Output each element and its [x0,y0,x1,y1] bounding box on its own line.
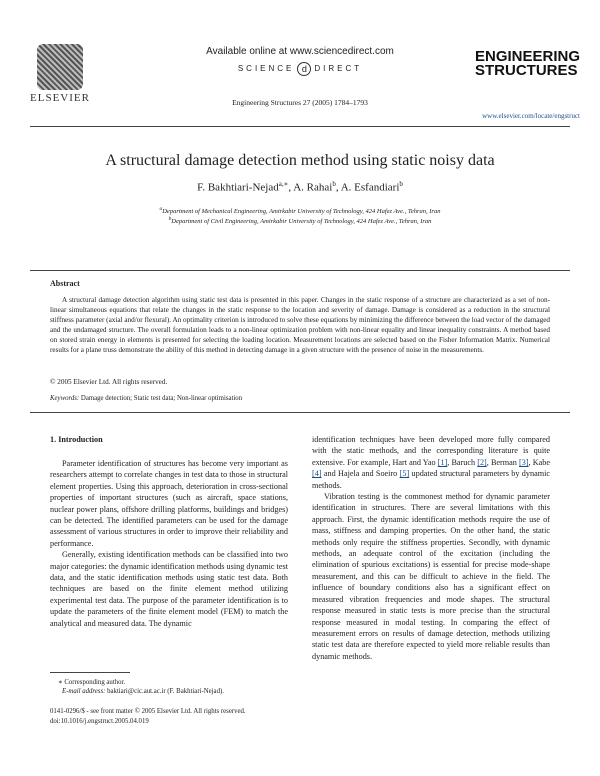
publisher-name: ELSEVIER [30,92,90,104]
author-3: , A. Esfandiari [335,181,400,194]
keywords-label: Keywords: [50,395,80,402]
paragraph: Parameter identification of structures has become very important as researchers attempt to correlate changes in test data to those in structural element properties. Using this approach, deterioration in cross-sectional properties of important structures (such as aircraft, space stations, nuclear power plans, offshore drilling platforms, buildings and bridges) can be detected. The identified parameters can be used for the damage assessment of various structures in order to improve their reliability and performance. [50,459,288,548]
ref-link[interactable]: [3] [519,457,529,467]
ref-link[interactable]: [4] [312,469,322,479]
affil-b-text: Department of Civil Engineering, Amirkabir University of Technology, 424 Hafez Ave., Tehran, Iran [171,218,432,226]
affiliation-b [30,216,570,225]
author-3-sup: b [399,180,403,188]
author-1: F. Bakhtiari-Nejad [197,181,279,194]
affil-a-sup: a [159,206,163,212]
paragraph: identification techniques have been developed more fully compared with the static methods, and the corresponding literature is quite extensive. For example, Hart and Yao [1], Baruch [2], Berman [3], Kabe [4] and Hajela and Soeiro [5] updated structural parameters by dynamic methods. [312,435,550,490]
journal-citation: Engineering Structures 27 (2005) 1784–1793 [232,98,368,107]
keywords [50,395,242,402]
journal-name-line2: STRUCTURES [475,62,578,79]
right-column [312,434,550,662]
email-label: E-mail address: [62,688,106,695]
email-address[interactable]: baktiari@cic.aut.ac.ir (F. Bakhtiari-Nejad). [107,688,224,695]
issn-line: 0141-0296/$ - see front matter © 2005 Elsevier Ltd. All rights reserved. [50,708,246,715]
author-2: , A. Rahai [288,181,333,194]
corresponding-author: ∗ Corresponding author. [58,679,126,686]
ref-link[interactable]: [2] [477,457,487,467]
abstract-bottom-rule [30,412,570,413]
author-2-sup: b [332,180,336,188]
journal-name-line1: ENGINEERING [475,48,581,65]
affil-a-text: Department of Mechanical Engineering, Amirkabir University of Technology, 424 Hafez Ave., Tehran, Iran [162,208,441,216]
sd-mark: d [297,62,311,76]
elsevier-logo [30,44,90,104]
paragraph: Generally, existing identification methods can be classified into two major categories: the dynamic identification methods using dynamic test data, and the static identification methods using static test data. Both techniques are based on the finite element method utilizing experimental test data. The purpose of the parameter identification is to update the parameters of the finite element model (FEM) to match the analytical and measured data. The dynamic [50,550,288,628]
affiliation-a [30,206,570,215]
section-heading: 1. Introduction [50,435,103,444]
email-line [62,688,312,695]
elsevier-tree-icon [37,44,83,90]
sd-brand-left: SCIENCE [237,64,295,74]
journal-logo [475,48,581,79]
author-1-sup: a,∗ [278,180,289,188]
abstract-copyright: © 2005 Elsevier Ltd. All rights reserved. [50,378,168,386]
article-title: A structural damage detection method using static noisy data [105,152,495,169]
keywords-list: Damage detection; Static test data; Non-linear optimisation [80,395,243,402]
abstract-text: A structural damage detection algorithm using static test data is presented in this paper. Changes in the static response of a structure are characterized as a set of non-linear simultaneous equations that relate the changes in the static response to the location and severity of damage. Damage is considered as a reduction in the structural stiffness parameter (axial and/or flexural). An optimality criterion is introduced to solve these equations by minimizing the difference between the load vector of the damaged and the undamaged structure. The overall formulation leads to a non-linear optimization problem with non-linear equality and linear inequality constraints. A method based on stored strain energy in elements is presented for selecting the loading location. Measurement locations are selected based on the Fisher Information Matrix. Numerical results for a plane truss demonstrate the ability of this method in detecting damage in a given structure with the presence of noise in the measurements. [50,296,550,354]
available-online: Available online at www.sciencedirect.com [206,46,394,57]
sciencedirect-logo [150,62,450,76]
affil-b-sup: b [168,216,172,222]
abstract-top-rule [30,270,570,271]
abstract-heading: Abstract [50,279,80,288]
left-column [50,458,288,629]
footnote-rule [50,672,130,673]
sd-brand-right: DIRECT [314,64,363,74]
paragraph: Vibration testing is the commonest method for dynamic parameter identification in structures. There are several limitations with this approach. First, the dynamic identification methods require the use of mass, stiffness and damping properties. On the other hand, the static methods only require the stiffness properties. Secondly, with dynamic methods, an adequate control of the excitation (including the elimination of spurious excitations) is essential for precise mode-shape measurement, and this can be difficult to achieve in the field. The influence of boundary conditions also has a significant effect on measured vibration frequencies and mode shapes. The structural response measured in static tests is more precise than the structural response measured in modal testing. In comparing the effect of measurement errors on results of damage detection, methods utilizing static test data are therefore expected to yield more reliable results than dynamic methods. [312,492,550,661]
journal-url-link[interactable]: www.elsevier.com/locate/engstruct [482,112,580,120]
doi-line[interactable]: doi:10.1016/j.engstruct.2005.04.019 [50,718,149,725]
ref-link[interactable]: [1] [437,457,448,467]
ref-link[interactable]: [5] [399,469,410,479]
header-rule [30,126,570,127]
authors [30,180,570,194]
